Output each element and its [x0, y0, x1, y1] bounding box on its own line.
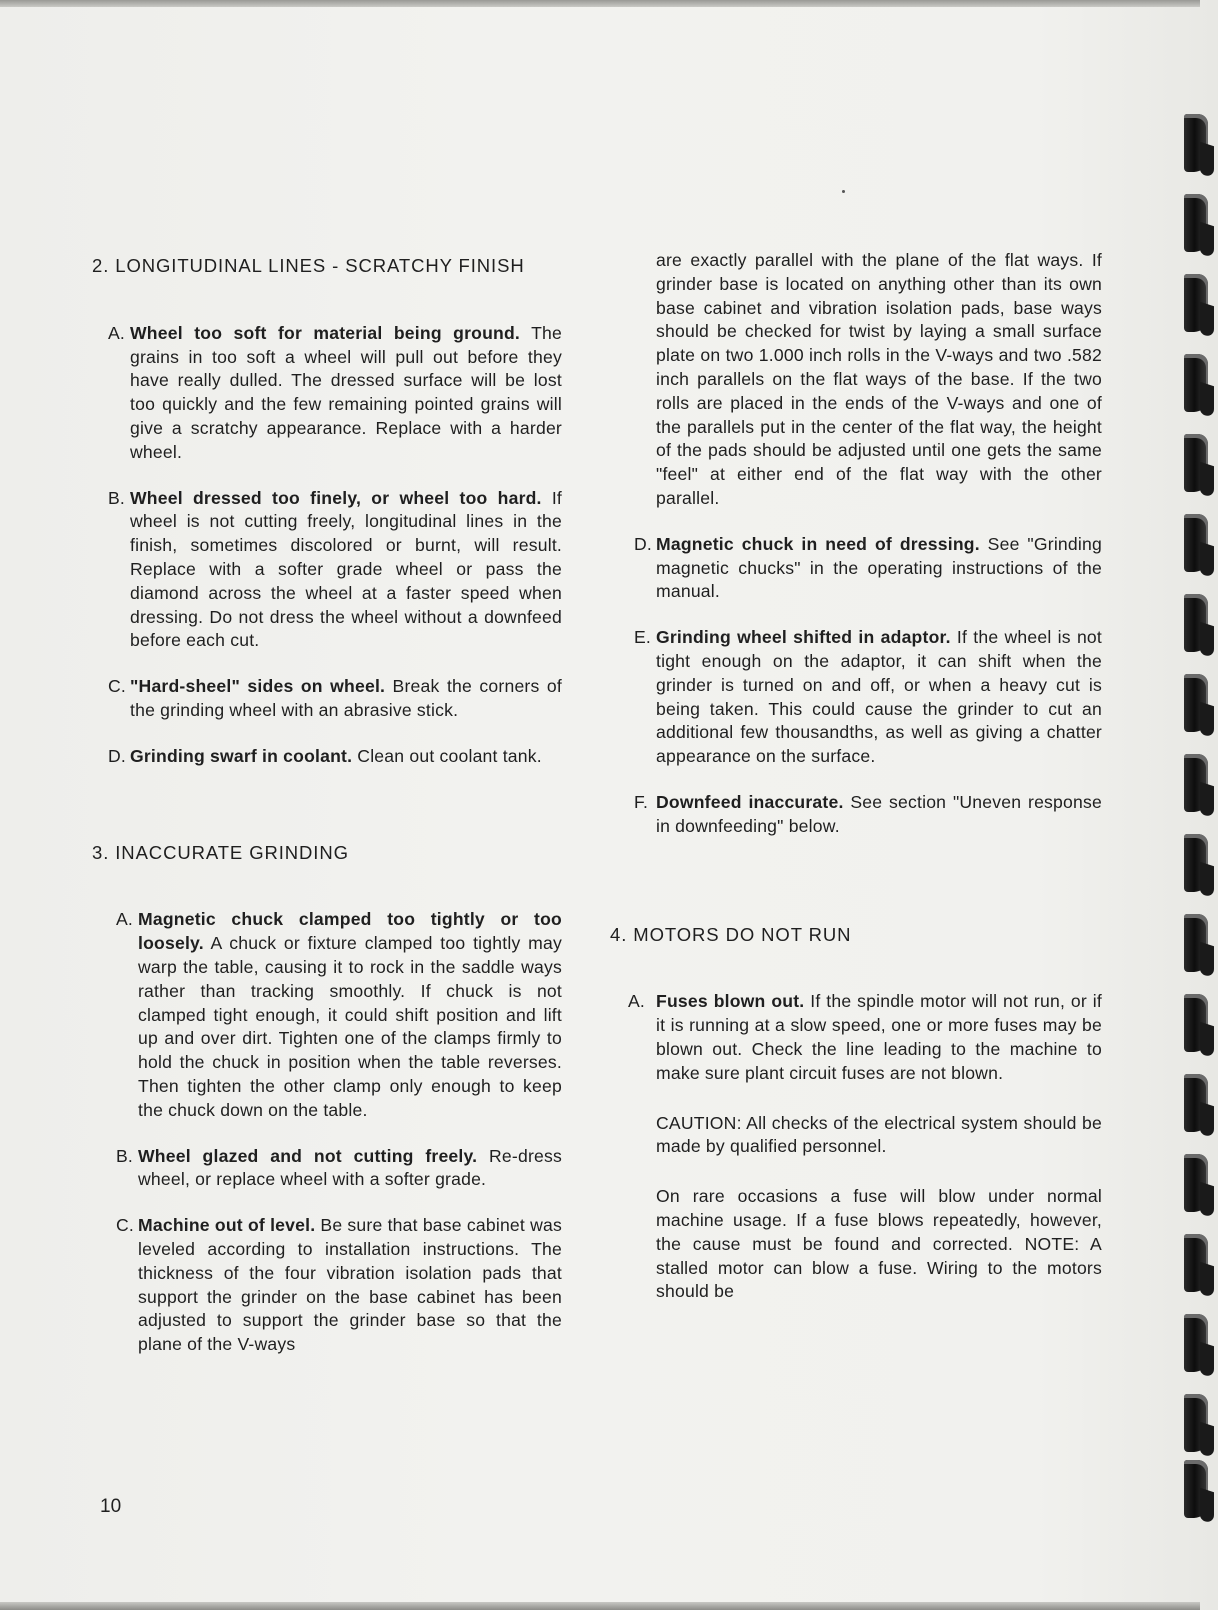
binding-ring: [1184, 834, 1208, 892]
right-column: [610, 249, 1102, 1304]
item-text: A chuck or fixture clamped too tightly may warp the table, causing it to rock in the saddle ways rather than tracking smoothly. If chuck is not clamped tight enough, it could shift position and lift up and over dirt. Tighten one of the clamps firmly to hold the chuck in position when the table reverses. Then tighten the other clamp only enough to keep the chuck down on the table.: [138, 933, 562, 1120]
binding-ring: [1184, 274, 1208, 332]
binding-ring: [1184, 754, 1208, 812]
section-3-item-d: [634, 533, 1102, 604]
binding-ring: [1184, 1154, 1208, 1212]
binding-ring: [1184, 1314, 1208, 1372]
section-4-heading: 4. MOTORS DO NOT RUN: [610, 923, 852, 945]
binding-ring: [1184, 354, 1208, 412]
left-column: [92, 254, 562, 1357]
spiral-binding: [1176, 110, 1218, 1520]
item-label: F.: [634, 791, 649, 812]
item-title: Wheel glazed and not cutting freely.: [138, 1145, 478, 1166]
section-4-item-a: [628, 990, 1102, 1085]
section-2-item-c: [92, 675, 562, 723]
item-title: Fuses blown out.: [656, 991, 805, 1012]
continuation-paragraph: are exactly parallel with the plane of the flat ways. If grinder base is located on anything other than its own base cabinet and vibration isolation pads, base ways should be checked for twist by laying a small surface plate on two 1.000 inch rolls in the V-ways and two .582 inch parallels on the flat ways of the base. If the two rolls are placed in the ends of the V-ways and one of the parallels put in the center of the flat way, the height of the pads should be adjusted until one gets the same "feel" at either end of the flat way with the other parallel.: [656, 250, 1102, 508]
binding-ring: [1184, 114, 1208, 172]
item-label: A.: [628, 991, 646, 1012]
item-label: B.: [116, 1145, 134, 1166]
item-label: C.: [108, 676, 126, 697]
item-label: A.: [108, 322, 126, 343]
item-title: Grinding swarf in coolant.: [130, 745, 353, 766]
page-top-edge: [0, 0, 1200, 7]
section-2-heading: 2. LONGITUDINAL LINES - SCRATCHY FINISH: [92, 255, 525, 276]
item-text: Be sure that base cabinet was leveled according to installation instructions. The thickness of the four vibration isolation pads that support the grinder on the base cabinet has been adjusted to support the grinder base so that the plane of the V-ways: [138, 1215, 563, 1355]
item-label: A.: [116, 909, 134, 930]
section-2-item-a: [92, 322, 562, 465]
item-label: E.: [634, 627, 652, 648]
item-text: Clean out coolant tank.: [352, 745, 542, 766]
section-3-item-a: [92, 908, 562, 1122]
item-title: Magnetic chuck clamped too tightly or too loosely.: [138, 909, 562, 954]
item-text: If the wheel is not tight enough on the adaptor, it can shift when the grinder is turned on and off, or when a heavy cut is being taken. This could cause the grinder to cut an additional few thousandths, as well as giving a chatter appearance on the surface.: [656, 627, 1102, 767]
section-2-item-d: [92, 745, 562, 769]
section-3-item-c: [92, 1214, 562, 1357]
item-text: See section "Uneven response in downfeeding" below.: [656, 791, 1102, 836]
binding-ring: [1184, 1460, 1208, 1518]
item-text: If wheel is not cutting freely, longitudinal lines in the finish, sometimes discolored or burnt, will result. Replace with a softer grade wheel or pass the diamond across the wheel at a faster speed when dressing. Do not dress the wheel without a downfeed before each cut.: [130, 487, 563, 651]
binding-ring: [1184, 594, 1208, 652]
section-3-item-f: [634, 791, 1102, 839]
section-2-item-b: [92, 487, 562, 654]
page-number: 10: [100, 1496, 122, 1517]
item-title: Wheel dressed too finely, or wheel too hard.: [130, 487, 542, 508]
binding-ring: [1184, 914, 1208, 972]
item-text: Break the corners of the grinding wheel with an abrasive stick.: [130, 676, 562, 720]
binding-ring: [1184, 1234, 1208, 1292]
item-text: The grains in too soft a wheel will pull out before they have really dulled. The dressed surface will be lost too quickly and the few remaining pointed grains will give a scratchy appearance. Replace with a harder wheel.: [130, 322, 562, 462]
page-bottom-edge: [0, 1602, 1200, 1610]
binding-ring: [1184, 514, 1208, 572]
caution-note: CAUTION: All checks of the electrical system should be made by qualified personnel.: [656, 1112, 1102, 1157]
item-label: D.: [634, 533, 652, 554]
section-3-heading: 3. INACCURATE GRINDING: [92, 841, 349, 863]
item-label: C.: [116, 1215, 134, 1236]
item-label: B.: [108, 487, 126, 508]
item-title: Magnetic chuck in need of dressing.: [656, 533, 980, 554]
item-label: D.: [108, 745, 126, 766]
item-title: "Hard-sheel" sides on wheel.: [130, 676, 386, 697]
binding-ring: [1184, 1074, 1208, 1132]
binding-ring: [1184, 994, 1208, 1052]
section-3-item-e: [634, 626, 1102, 769]
binding-ring: [1184, 1394, 1208, 1452]
item-title: Downfeed inaccurate.: [656, 791, 844, 812]
fuse-paragraph: On rare occasions a fuse will blow under normal machine usage. If a fuse blows repeatedly, however, the cause must be found and corrected. NOTE: A stalled motor can blow a fuse. Wiring to the motors should be: [656, 1186, 1102, 1302]
item-text: Re-dress wheel, or replace wheel with a softer grade.: [138, 1145, 562, 1190]
section-3-item-b: [92, 1145, 562, 1193]
item-text: See "Grinding magnetic chucks" in the operating instructions of the manual.: [656, 533, 1102, 602]
speck: [842, 190, 845, 193]
item-title: Machine out of level.: [138, 1215, 316, 1236]
item-title: Grinding wheel shifted in adaptor.: [656, 627, 951, 648]
item-title: Wheel too soft for material being ground.: [130, 322, 521, 343]
binding-ring: [1184, 434, 1208, 492]
item-text: If the spindle motor will not run, or if it is running at a slow speed, one or more fuses may be blown out. Check the line leading to the machine to make sure plant circuit fuses are not blown.: [656, 991, 1102, 1083]
binding-ring: [1184, 194, 1208, 252]
binding-ring: [1184, 674, 1208, 732]
